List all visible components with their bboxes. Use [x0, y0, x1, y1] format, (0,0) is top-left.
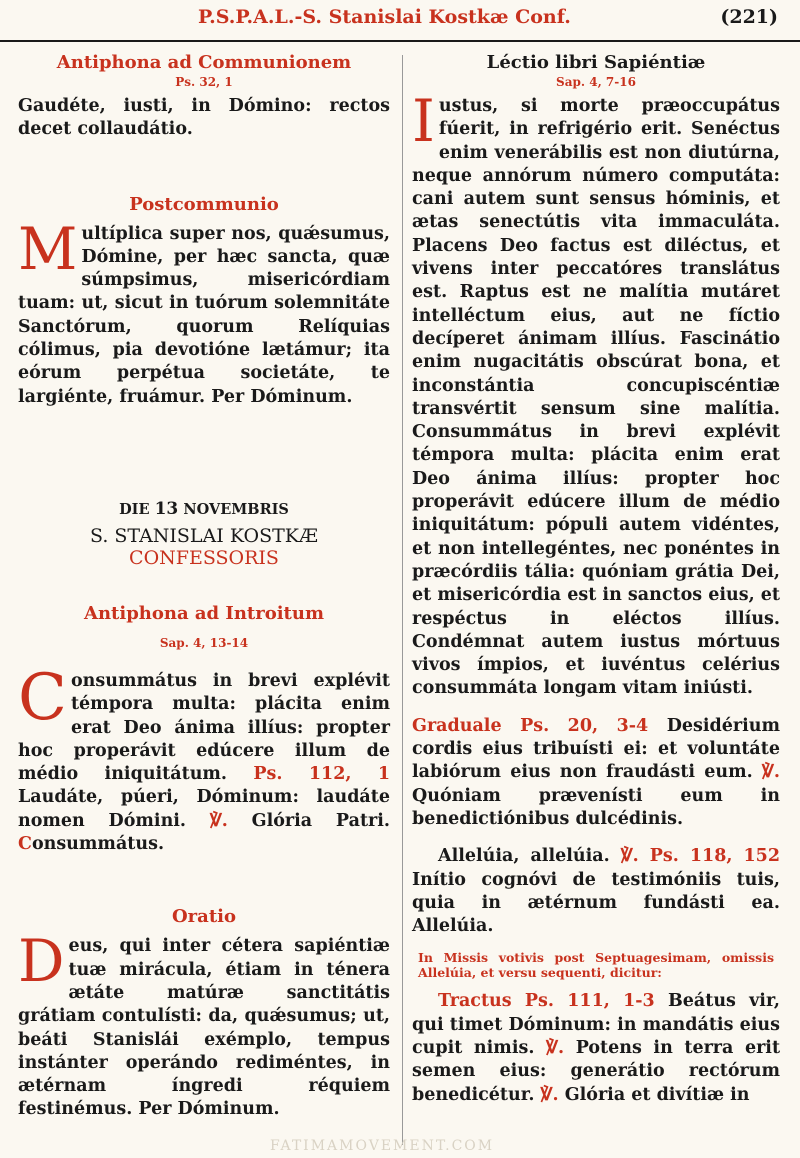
rubric: In Missis votivis post Septuagesimam, omissis Allelúia, et versu sequenti, dicitur: — [418, 950, 774, 981]
introit-text: Consummátus in brevi explévit témpora multa: plácita enim erat Deo ánima illíus: propter hoc properávit edúcere illum de médio iniquitátum. Ps. 112, 1 Laudáte, púeri, Dóminum: laudáte nomen Dómini. ℣. Glória Patri. Consummátus. — [18, 660, 390, 855]
tract-label: Tractus Ps. 111, 1-3 — [438, 991, 655, 1012]
communion-ref: Ps. 32, 1 — [175, 75, 233, 89]
versicle-icon: ℣. — [546, 1037, 565, 1058]
communion-text: Gaudéte, iusti, in Dómino: rectos decet collaudátio. — [18, 96, 390, 140]
running-title: P.S.P.A.L.-S. Stanislai Kostkæ Conf. — [198, 6, 571, 28]
tract-text: Tractus Ps. 111, 1-3 Beátus vir, qui timet Dóminum: in mandátis eius cupit nimis. ℣. Potens in terra erit semen eius: generátio rectórum benedicétur. ℣. Glória et divítiæ in — [412, 991, 781, 1105]
column-divider — [402, 55, 403, 1145]
postcommunion-text: Multíplica super nos, quǽsumus, Dómine, per hæc sancta, quæ súmpsimus, misericórdiam tuam: ut, sicut in tuórum solemnitáte Sanctórum, quorum Relíquias cólimus, pia devotióne lætámur; ita eórum perpétua societáte, te largiénte, fruámur. Per Dóminum. — [18, 214, 390, 407]
alleluia-text: Allelúia, allelúia. ℣. Ps. 118, 152 Inítio cognóvi de testimóniis tuis, quia in ætérnum fundásti ea. Allelúia. — [412, 846, 780, 937]
watermark: FATIMAMOVEMENT.COM — [270, 1138, 495, 1154]
postcommunion-title: Postcommunio — [129, 193, 279, 215]
introit-title: Antiphona ad Introitum — [83, 602, 324, 624]
drop-cap-c: C — [18, 660, 67, 735]
drop-cap-d: D — [18, 927, 65, 996]
drop-cap-i: I — [412, 87, 435, 155]
introit-ref: Sap. 4, 13-14 — [159, 635, 249, 650]
versicle-icon: ℣. — [761, 762, 780, 783]
gradual-text: Graduale Ps. 20, 3-4 Desidérium cordis eius tribuísti ei: et voluntáte labiórum eius non fraudásti eum. ℣. Quóniam prævenísti eum in benedictiónibus dulcédinis. — [412, 715, 781, 829]
lesson-title: Léctio libri Sapiéntiæ — [486, 52, 706, 73]
lesson-text: Iustus, si morte præoccupátus fúerit, in refrigério erit. Senéctus enim venerábilis est non diutúrna, neque annórum número computáta: cani autem sunt sensus hóminis, et ætas senectútis vita immaculáta. Placens Deo factus est diléctus, et vivens inter peccatóres translátus est. Raptus est ne malítia mutáret intelléctum eius, aut ne fíctio decíperet ánimam illíus. Fascinátio enim nugacitátis obscúrat bona, et inconstántia concupiscéntiæ transvértit sensum sine malítia. Consummátus in brevi explévit témpora multa: plácita enim erat Deo ánima illíus: propter hoc properávit edúcere illum de médio iniquitátum: pópuli autem vidéntes, et non intellegéntes, nec ponéntes in præcórdiis tália: quóniam grátia Dei, et misericórdia est in sanctos eius, et respéctus in eléctos illíus. Condémnat autem iustus mórtuus vivos ímpios, et iuvéntus celérius consummáta longam vitam iniústi. — [412, 87, 780, 699]
header-rule — [0, 40, 800, 42]
communion-title: Antiphona ad Communionem — [56, 52, 352, 73]
drop-cap-m: M — [18, 214, 78, 283]
lesson-ref: Sap. 4, 7-16 — [556, 75, 636, 89]
feast-name: S. STANISLAI KOSTKÆ — [90, 524, 318, 547]
left-column — [18, 46, 390, 1122]
feast-rank: CONFESSORIS — [129, 546, 279, 569]
feast-date: DIE 13 NOVEMBRIS — [119, 498, 289, 519]
gradual-label: Graduale Ps. 20, 3-4 — [412, 715, 649, 736]
page-header — [0, 0, 800, 40]
collect-title: Oratio — [172, 906, 236, 928]
right-column — [412, 46, 780, 1107]
page-number: (221) — [720, 6, 778, 28]
collect-text: Deus, qui inter cétera sapiéntiæ tuæ mirácula, étiam in ténera ætáte matúræ sanctitátis grátiam contulísti: da, quǽsumus; ut, beáti Stanislái exémplo, tempus instánter operándo rediméntes, in ætérnam íngredi réquiem festinémus. Per Dóminum. — [18, 927, 390, 1120]
versicle-icon: ℣. — [209, 810, 228, 831]
versicle-icon: ℣. — [540, 1084, 559, 1105]
alleluia-versicle: ℣. Ps. 118, 152 — [620, 846, 780, 867]
